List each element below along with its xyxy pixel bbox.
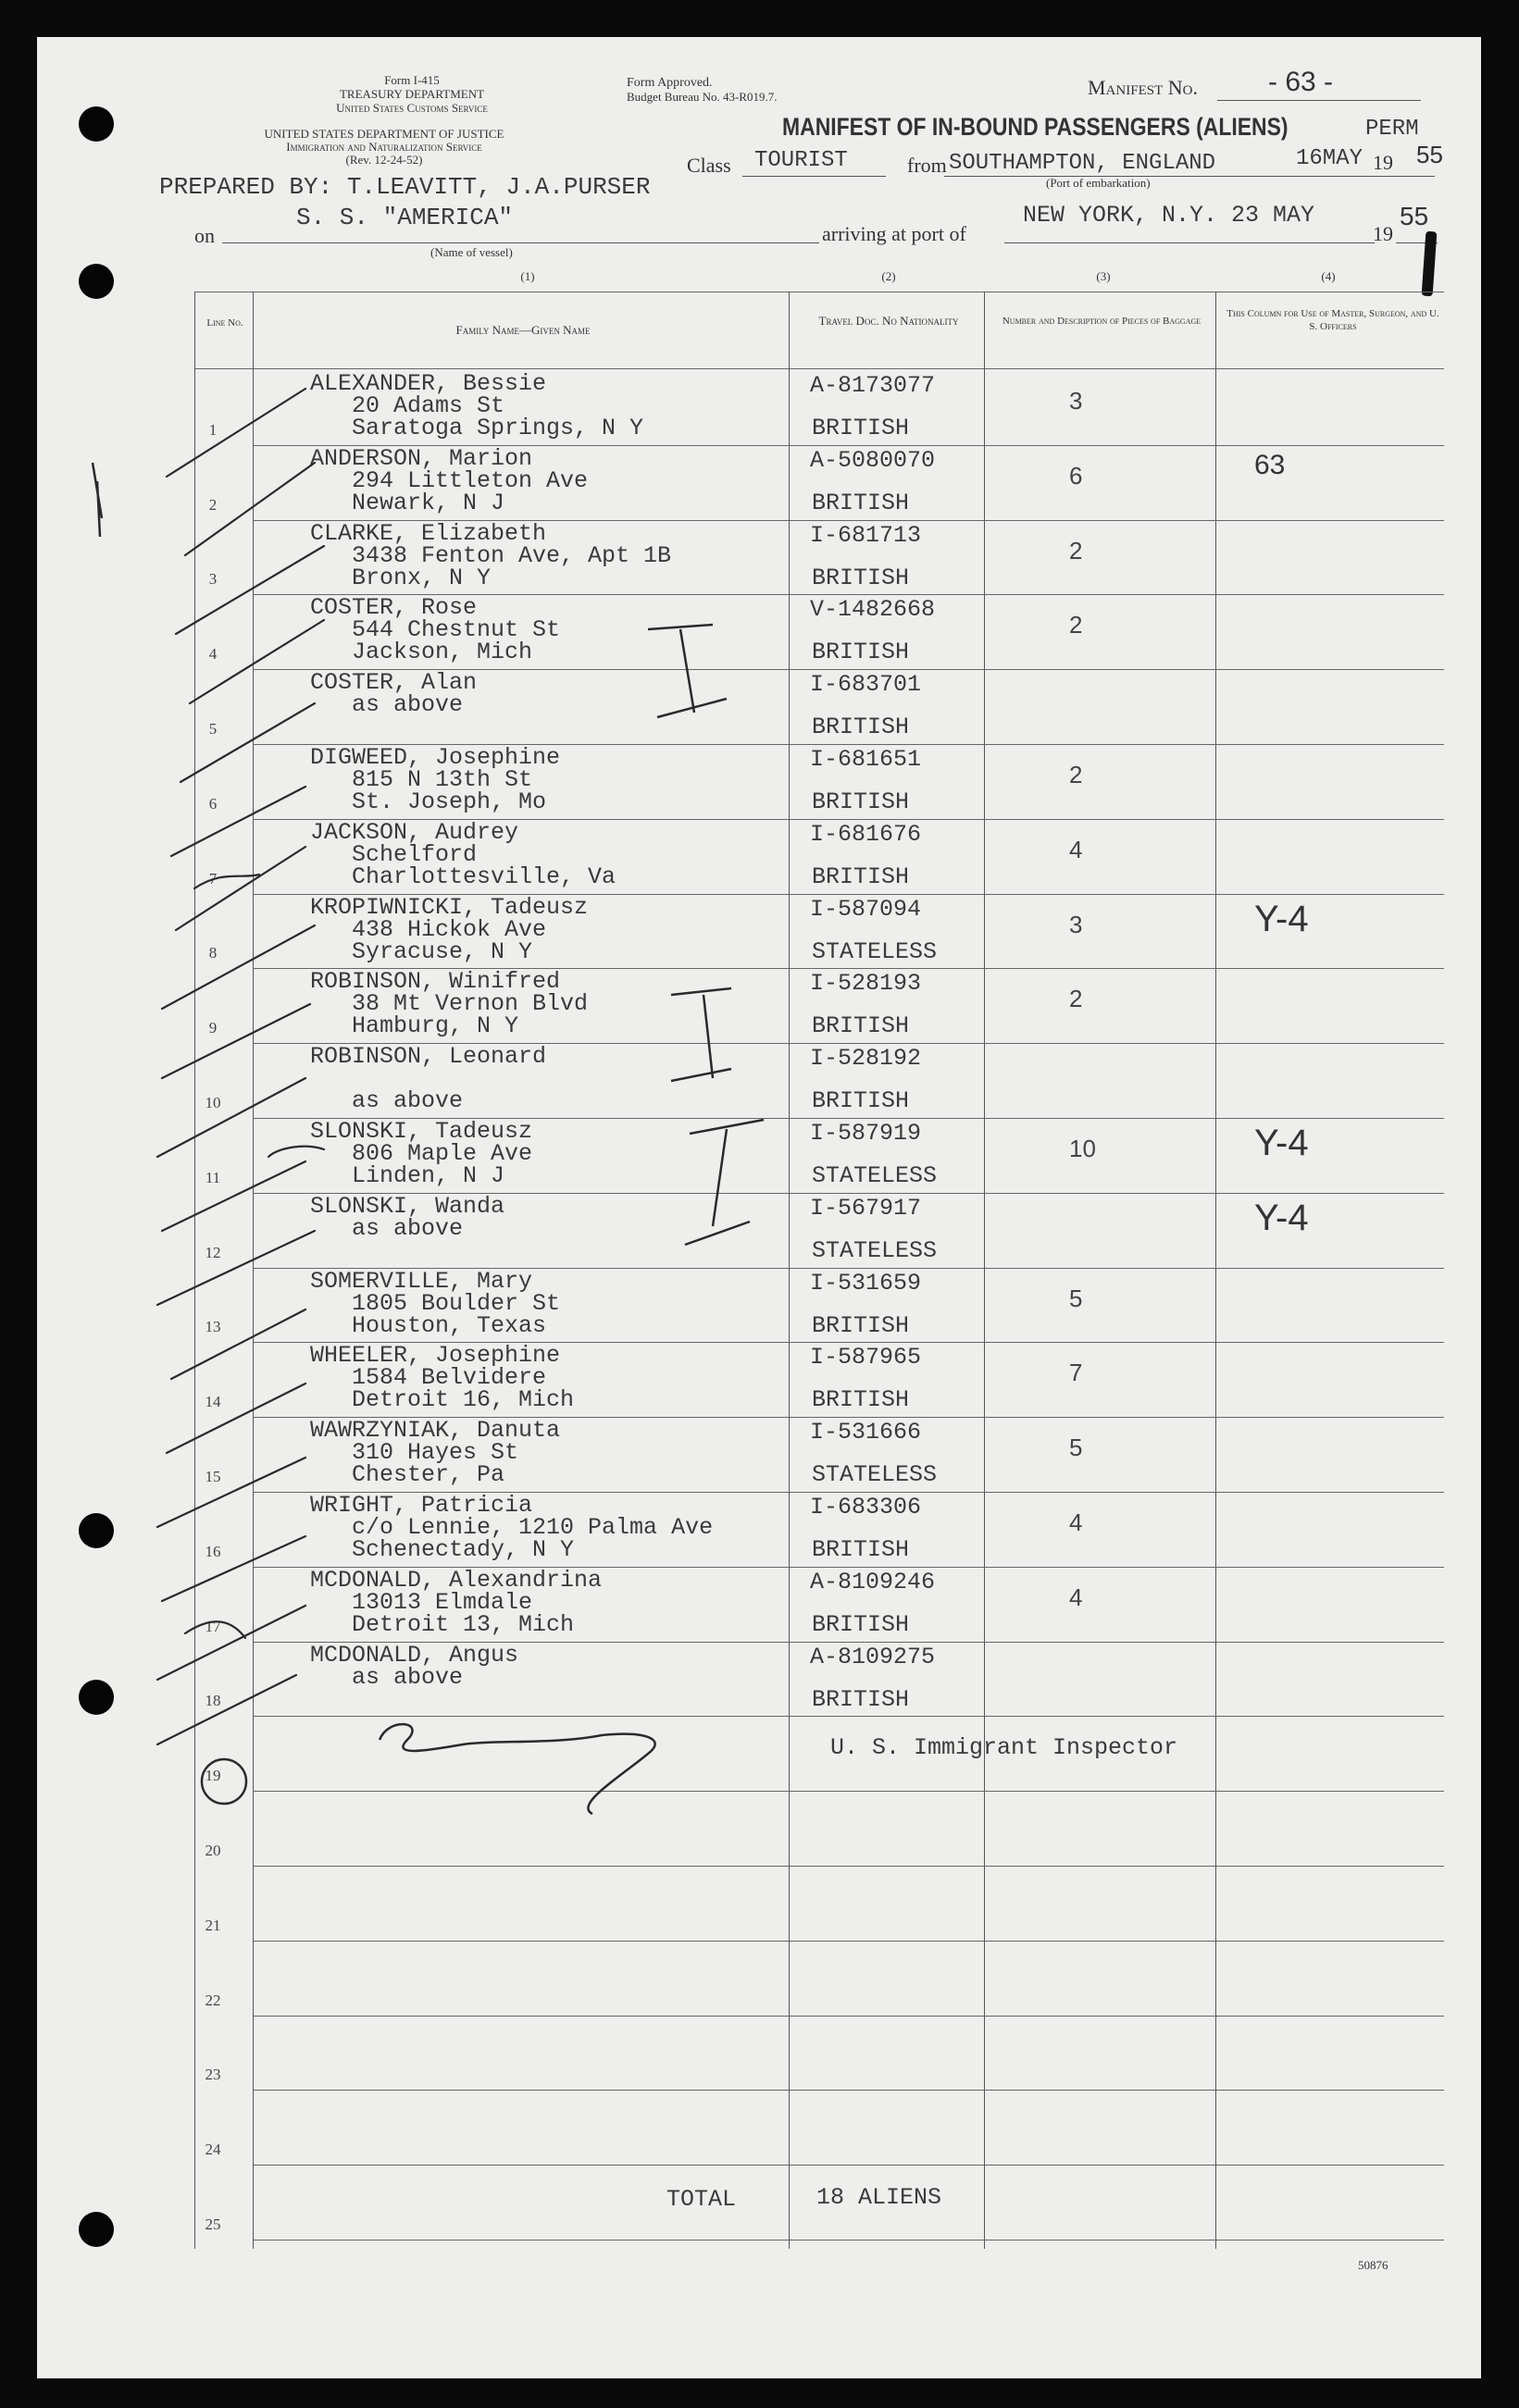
travel-doc-number: I-587094	[810, 895, 922, 923]
line-number: 21	[205, 1916, 221, 1934]
arrival-port: NEW YORK, N.Y. 23 MAY	[1023, 202, 1315, 229]
baggage-count: 2	[1069, 611, 1083, 639]
nationality: BRITISH	[812, 1536, 910, 1563]
nationality: BRITISH	[812, 1311, 910, 1339]
perm-stamp: PERM	[1365, 117, 1419, 142]
table-row	[162, 894, 1444, 969]
col-num-4: (4)	[1321, 269, 1336, 283]
table-row	[162, 1866, 1444, 1941]
line-number: 7	[208, 869, 218, 887]
official-remark: 63	[1254, 449, 1286, 480]
vessel-name: S. S. "AMERICA"	[296, 204, 514, 231]
table-row	[162, 1193, 1444, 1268]
travel-doc-number: I-683306	[810, 1494, 922, 1521]
table-row	[162, 2090, 1444, 2165]
nationality: BRITISH	[812, 1386, 910, 1414]
header-line-no: Line No.	[206, 317, 243, 329]
treasury-dept: TREASURY DEPARTMENT	[339, 87, 485, 101]
table-row	[162, 1567, 1444, 1642]
table-row	[162, 1342, 1444, 1417]
table-row	[162, 1791, 1444, 1866]
nationality: BRITISH	[812, 788, 910, 815]
punch-hole	[79, 2212, 114, 2247]
punch-hole	[79, 264, 114, 299]
on-label: on	[194, 224, 215, 247]
travel-doc-number: I-531666	[810, 1419, 922, 1446]
table-row	[162, 445, 1444, 520]
baggage-count: 2	[1069, 536, 1083, 565]
travel-doc-number: I-587919	[810, 1120, 922, 1147]
nationality: STATELESS	[812, 937, 938, 965]
col-num-2: (2)	[881, 269, 896, 283]
nationality: STATELESS	[812, 1236, 938, 1264]
line-number: 5	[208, 719, 218, 738]
table-row	[162, 2165, 1444, 2240]
baggage-count: 4	[1069, 1583, 1083, 1611]
travel-doc-number: A-8109275	[810, 1643, 936, 1670]
year-prefix: 19	[1373, 151, 1393, 174]
line-number: 11	[205, 1168, 221, 1186]
table-row	[162, 819, 1444, 894]
class-value: TOURIST	[754, 148, 848, 173]
punch-hole	[79, 1680, 114, 1715]
revision: (Rev. 12-24-52)	[345, 153, 423, 167]
line-number: 23	[205, 2066, 221, 2084]
nationality: BRITISH	[812, 1610, 910, 1638]
baggage-count: 5	[1069, 1284, 1083, 1312]
year-prefix-arrival: 19	[1373, 222, 1393, 245]
line-number: 10	[205, 1093, 221, 1111]
nationality: BRITISH	[812, 1685, 910, 1713]
form-number: Form I-415	[384, 73, 440, 87]
travel-doc-number: A-8173077	[810, 372, 936, 399]
from-label: from	[907, 154, 947, 177]
table-row	[162, 1642, 1444, 1717]
punch-hole	[79, 1513, 114, 1548]
official-remark: Y-4	[1254, 1123, 1309, 1163]
table-row	[162, 1417, 1444, 1492]
total-label: TOTAL	[666, 2186, 737, 2213]
line-number: 19	[205, 1767, 221, 1785]
baggage-count: 3	[1069, 910, 1083, 938]
passenger-name-address: JACKSON, Audrey Schelford Charlottesville, Va	[310, 818, 616, 890]
line-number: 15	[205, 1467, 221, 1485]
travel-doc-number: I-683701	[810, 671, 922, 699]
table-row	[162, 1118, 1444, 1193]
form-approved: Form Approved.	[627, 76, 713, 90]
col-num-1: (1)	[520, 269, 535, 283]
table-row	[162, 2016, 1444, 2091]
line-number: 6	[208, 794, 218, 813]
nationality: BRITISH	[812, 863, 910, 890]
passenger-name-address: CLARKE, Elizabeth 3438 Fenton Ave, Apt 1B Bronx, N Y	[310, 519, 672, 591]
table-row	[162, 1492, 1444, 1567]
passenger-name-address: ANDERSON, Marion 294 Littleton Ave Newark, N J	[310, 444, 589, 516]
table-row	[162, 1716, 1444, 1791]
official-remark: Y-4	[1254, 1197, 1309, 1238]
passenger-name-address: WRIGHT, Patricia c/o Lennie, 1210 Palma Ave Schenectady, N Y	[310, 1492, 714, 1563]
punch-hole	[79, 106, 114, 142]
passenger-name-address: MCDONALD, Angus as above	[310, 1641, 519, 1691]
baggage-count: 2	[1069, 761, 1083, 788]
line-number: 13	[205, 1318, 221, 1336]
baggage-count: 5	[1069, 1434, 1083, 1462]
table-row	[162, 744, 1444, 819]
arriving-label: arriving at port of	[822, 222, 966, 245]
ins-service: Immigration and Naturalization Service	[286, 140, 482, 154]
baggage-count: 2	[1069, 985, 1083, 1013]
line-number: 2	[208, 495, 218, 514]
travel-doc-number: I-528193	[810, 970, 922, 998]
travel-doc-number: A-8109246	[810, 1568, 936, 1595]
passenger-name-address: KROPIWNICKI, Tadeusz 438 Hickok Ave Syracuse, N Y	[310, 893, 589, 965]
table-row	[162, 370, 1444, 445]
header-name: Family Name—Given Name	[455, 323, 591, 337]
passenger-name-address: WAWRZYNIAK, Danuta 310 Hayes St Chester, Pa	[310, 1417, 561, 1489]
nationality: BRITISH	[812, 714, 910, 741]
line-number: 9	[208, 1019, 218, 1037]
travel-doc-number: I-587965	[810, 1344, 922, 1372]
nationality: BRITISH	[812, 1087, 910, 1115]
passenger-name-address: COSTER, Rose 544 Chestnut St Jackson, Mich	[310, 594, 561, 666]
customs-service: United States Customs Service	[336, 101, 488, 115]
line-number: 14	[205, 1393, 221, 1411]
total-value: 18 ALIENS	[816, 2184, 942, 2211]
travel-doc-number: I-531659	[810, 1269, 922, 1297]
line-number: 17	[205, 1617, 221, 1635]
col-num-3: (3)	[1096, 269, 1111, 283]
table-row	[162, 1043, 1444, 1118]
justice-dept: UNITED STATES DEPARTMENT OF JUSTICE	[264, 127, 504, 141]
travel-doc-number: I-681676	[810, 820, 922, 848]
baggage-count: 4	[1069, 835, 1083, 863]
class-label: Class	[687, 154, 731, 177]
baggage-count: 6	[1069, 461, 1083, 490]
nationality: STATELESS	[812, 1162, 938, 1189]
embarkation-caption: (Port of embarkation)	[1046, 176, 1151, 190]
nationality: BRITISH	[812, 639, 910, 666]
passenger-name-address: ROBINSON, Winifred 38 Mt Vernon Blvd Hamburg, N Y	[310, 968, 589, 1040]
line-number: 22	[205, 1991, 221, 2009]
page-title: MANIFEST OF IN-BOUND PASSENGERS (ALIENS)	[782, 113, 1289, 141]
passenger-name-address: ROBINSON, Leonard as above	[310, 1043, 547, 1115]
nationality: BRITISH	[812, 415, 910, 441]
baggage-count: 7	[1069, 1359, 1083, 1387]
passenger-name-address: SLONSKI, Wanda as above	[310, 1192, 505, 1242]
embarkation-port: SOUTHAMPTON, ENGLAND	[949, 151, 1216, 176]
table-row	[162, 1268, 1444, 1343]
passenger-name-address: MCDONALD, Alexandrina 13013 Elmdale Detroit 13, Mich	[310, 1566, 603, 1638]
line-number: 8	[208, 944, 218, 962]
manifest-number: - 63 -	[1268, 67, 1334, 97]
line-number: 12	[205, 1243, 221, 1261]
travel-doc-number: I-681651	[810, 746, 922, 773]
table-row	[162, 1941, 1444, 2016]
footer-code: 50876	[1358, 2258, 1388, 2272]
baggage-count: 3	[1069, 387, 1083, 415]
official-remark: Y-4	[1254, 898, 1309, 939]
passenger-name-address: DIGWEED, Josephine 815 N 13th St St. Joseph, Mo	[310, 744, 561, 815]
line-number: 25	[205, 2215, 221, 2233]
vessel-caption: (Name of vessel)	[430, 245, 513, 259]
line-number: 20	[205, 1841, 221, 1859]
budget-bureau: Budget Bureau No. 43-R019.7.	[627, 90, 778, 104]
line-number: 24	[205, 2141, 221, 2159]
passenger-name-address: SOMERVILLE, Mary 1805 Boulder St Houston, Texas	[310, 1267, 561, 1339]
baggage-count: 10	[1069, 1135, 1096, 1162]
departure-year: 55	[1416, 141, 1443, 168]
manifest-label: Manifest No.	[1088, 76, 1198, 99]
baggage-count: 4	[1069, 1508, 1083, 1536]
header-official-use: This Column for Use of Master, Surgeon, and U. S. Officers	[1226, 308, 1439, 332]
travel-doc-number: I-567917	[810, 1194, 922, 1222]
line-number: 16	[205, 1542, 221, 1560]
header-travel-doc: Travel Doc. No Nationality	[818, 314, 959, 328]
travel-doc-number: I-681713	[810, 521, 922, 549]
line-number: 3	[208, 570, 218, 589]
table-row	[162, 520, 1444, 595]
line-number: 18	[205, 1692, 221, 1710]
nationality: STATELESS	[812, 1461, 938, 1489]
nationality: BRITISH	[812, 564, 910, 591]
travel-doc-number: V-1482668	[810, 596, 936, 624]
travel-doc-number: U. S. Immigrant Inspector	[830, 1734, 1178, 1762]
nationality: BRITISH	[812, 1012, 910, 1040]
passenger-name-address: ALEXANDER, Bessie 20 Adams St Saratoga Springs, N Y	[310, 370, 644, 441]
passenger-name-address: SLONSKI, Tadeusz 806 Maple Ave Linden, N J	[310, 1118, 533, 1189]
departure-date: 16MAY	[1296, 146, 1363, 171]
line-number: 4	[208, 645, 218, 664]
passenger-name-address: WHEELER, Josephine 1584 Belvidere Detroit 16, Mich	[310, 1342, 575, 1414]
table-row	[162, 669, 1444, 744]
prepared-by: PREPARED BY: T.LEAVITT, J.A.PURSER	[159, 173, 651, 201]
header-baggage: Number and Description of Pieces of Baggage	[1002, 316, 1202, 327]
passenger-name-address: COSTER, Alan as above	[310, 669, 478, 719]
nationality: BRITISH	[812, 489, 910, 516]
travel-doc-number: I-528192	[810, 1045, 922, 1073]
arrival-year: 55	[1400, 202, 1429, 230]
table-row	[162, 968, 1444, 1043]
table-row	[162, 594, 1444, 669]
travel-doc-number: A-5080070	[810, 446, 936, 474]
line-number: 1	[208, 420, 218, 439]
